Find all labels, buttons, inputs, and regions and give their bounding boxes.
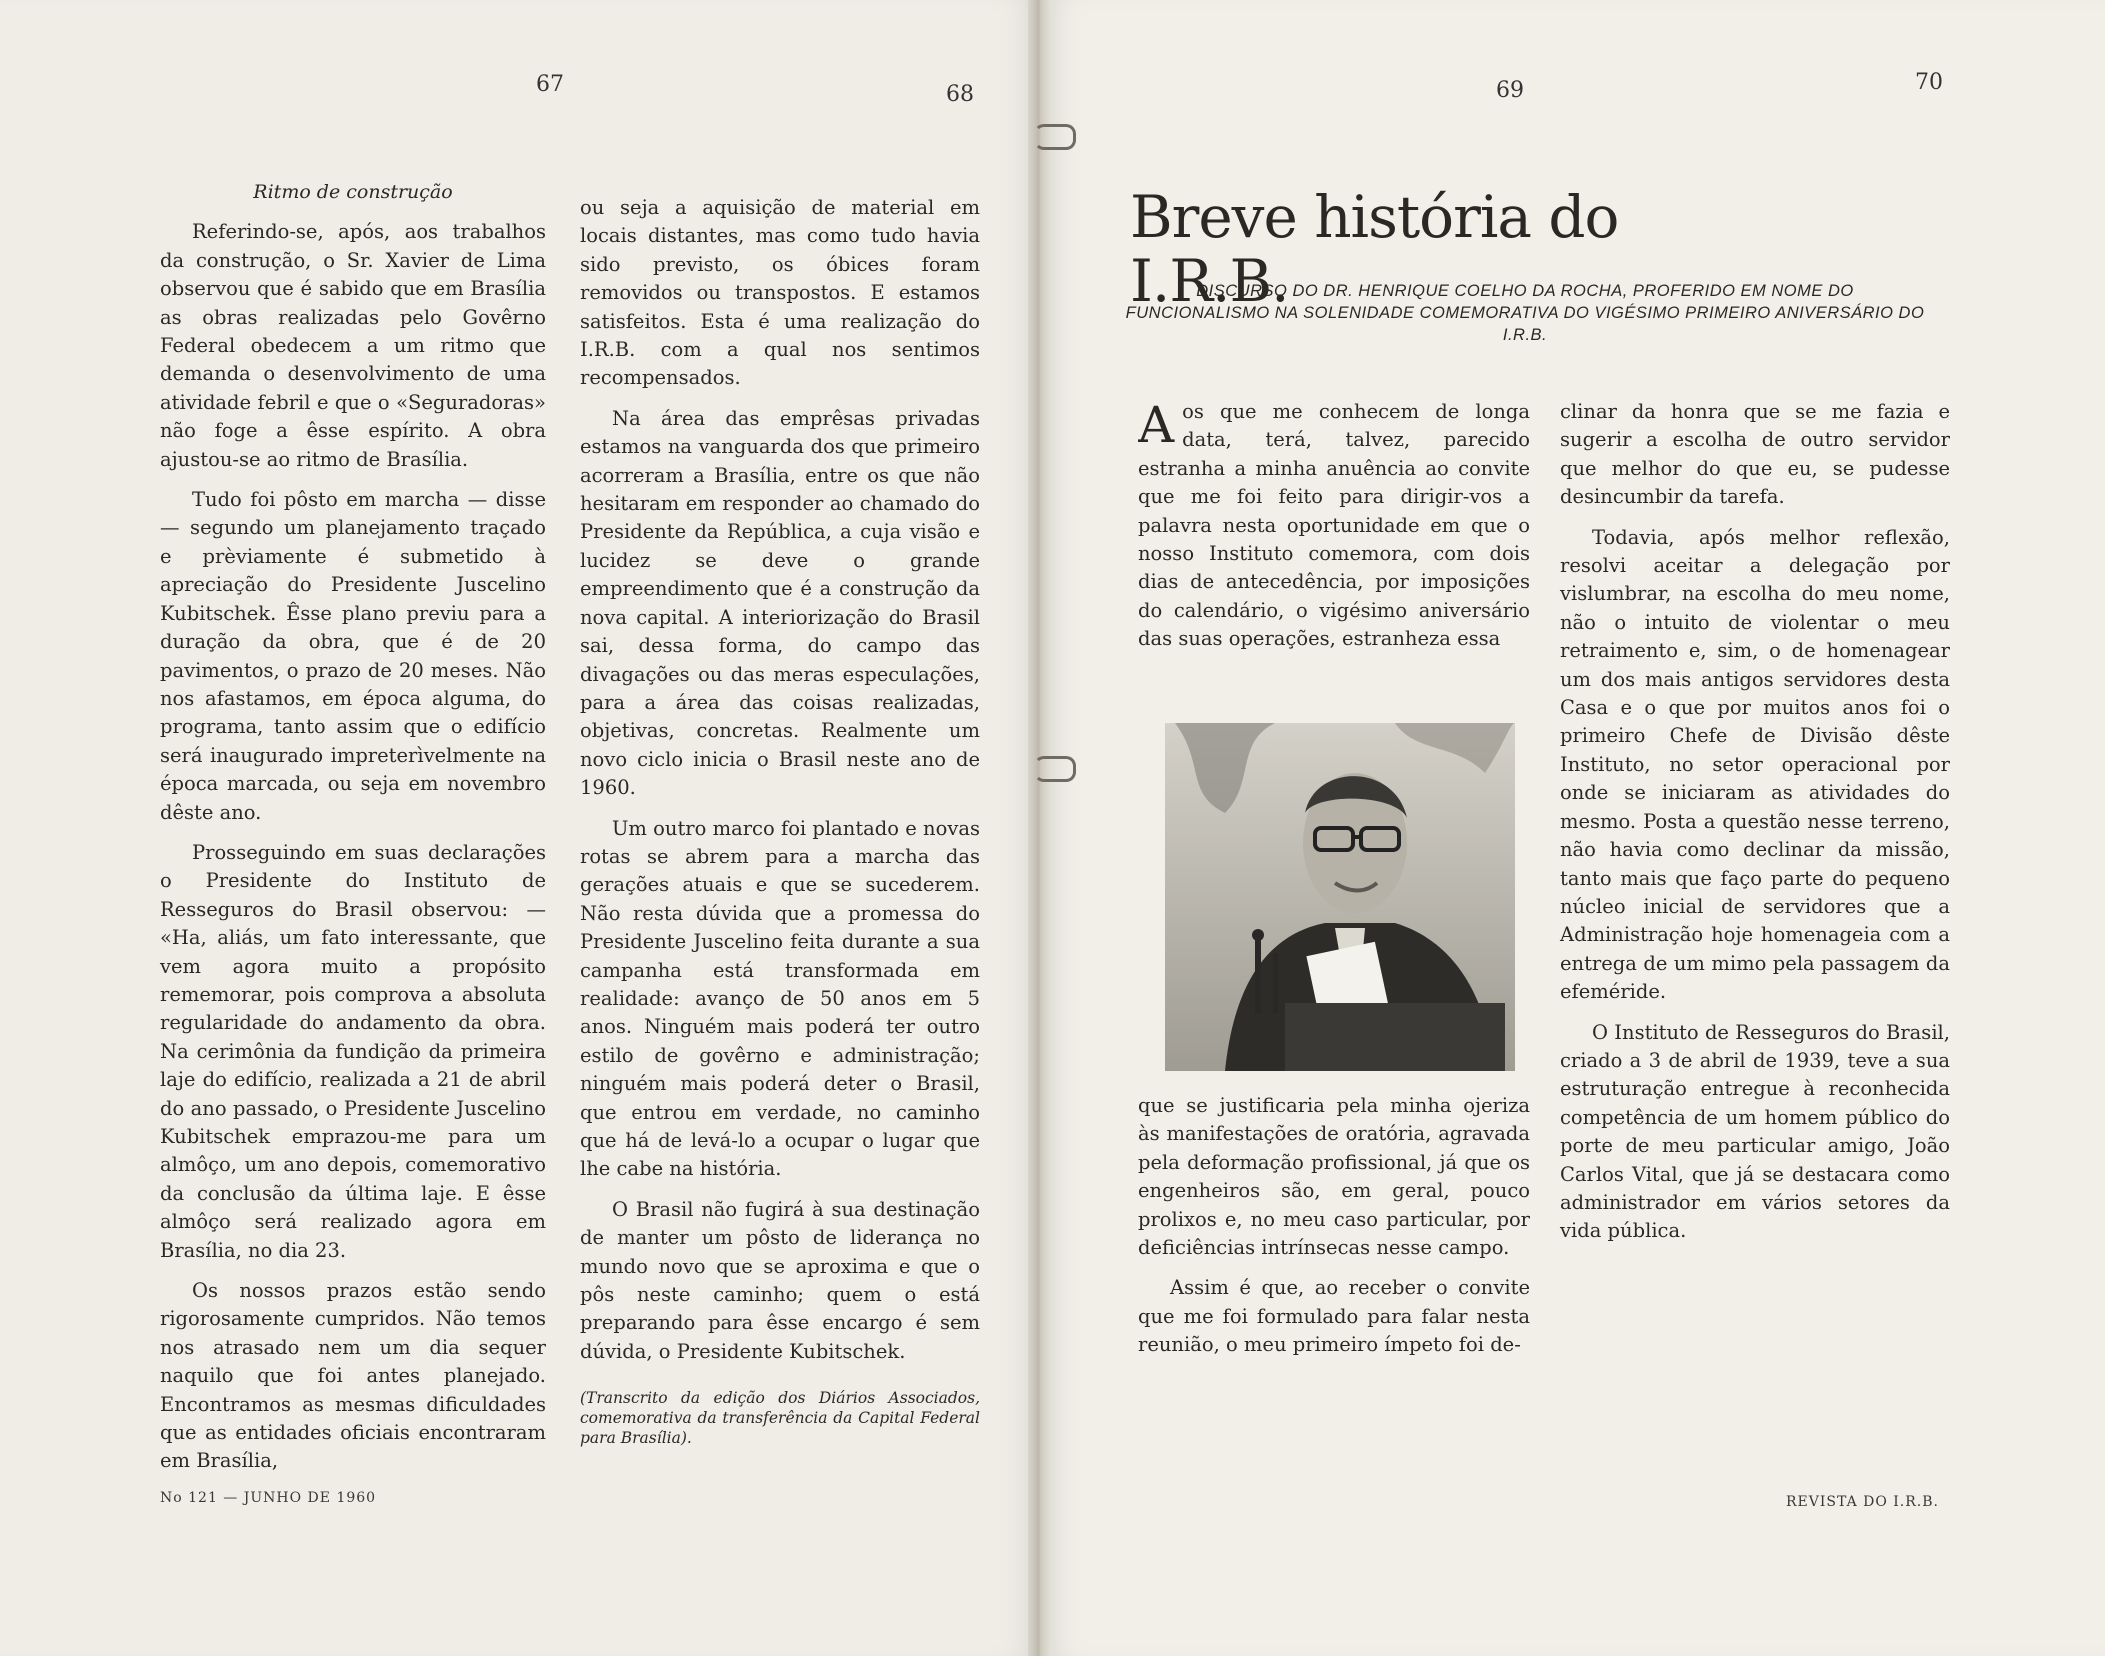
page-number-70: 70 (1915, 70, 1943, 95)
paragraph: O Instituto de Resseguros do Brasil, criado a 3 de abril de 1939, teve a sua estruturação entregue à reconhecida competência de um homem público do porte de meu particular amigo, João Carlos Vital, que já se destacara como administrador em vários setores da vida pública. (1560, 1020, 1950, 1243)
staple-top (1034, 124, 1076, 150)
opening-text: os que me conhecem de longa data, terá, talvez, parecido estranha a minha anuência ao convite que me foi feito para dirigir-vos a palavra nesta oportunidade em que o nosso Instituto comemora, com dois dias de antecedência, por imposições do calendário, o vigésimo aniversário das suas operações, estranheza essa (1138, 400, 1530, 651)
left-column-2 (580, 194, 980, 1460)
right-footer: REVISTA DO I.R.B. (1786, 1494, 1939, 1510)
book-gutter (1028, 0, 1052, 1656)
page-number-69: 69 (1496, 78, 1524, 103)
left-footer: No 121 — JUNHO DE 1960 (160, 1490, 377, 1506)
right-column-2 (1560, 398, 1950, 1258)
source-credit: (Transcrito da edição dos Diários Associados, comemorativa da transferência da Capital Federal para Brasília). (580, 1389, 980, 1448)
paragraph: Referindo-se, após, aos trabalhos da construção, o Sr. Xavier de Lima observou que é sabido que em Brasília as obras realizadas pelo Govêrno Federal obedecem a um ritmo que demanda o desenvolvimento de uma atividade febril e que o «Seguradoras» não foge a êsse espírito. A obra ajustou-se ao ritmo de Brasília. (160, 220, 546, 471)
paragraph: Tudo foi pôsto em marcha — disse — segundo um planejamento traçado e prèviamente é submetido à apreciação do Presidente Juscelino Kubitschek. Êsse plano previu para a duração da obra, que é de 20 pavimentos, o prazo de 20 meses. Não nos afastamos, em época alguma, do programa, tanto assim que o edifício será inaugurado impreterìvelmente na época marcada, ou seja em novembro dêste ano. (160, 488, 546, 824)
page-number-68: 68 (946, 82, 974, 107)
speaker-photo (1165, 723, 1515, 1071)
paragraph: ou seja a aquisição de material em locais distantes, mas como tudo havia sido previsto, os óbices foram removidos ou transpostos. E estamos satisfeitos. Esta é uma realização do I.R.B. com a qual nos sentimos recompensados. (580, 196, 980, 390)
left-column-1 (160, 178, 546, 1488)
paragraph: clinar da honra que se me fazia e sugerir a escolha de outro servidor que melhor do que eu, se pudesse desincumbir da tarefa. (1560, 400, 1950, 509)
right-column-1-bottom (1138, 1092, 1530, 1372)
left-page (0, 0, 1040, 1656)
paragraph: que se justificaria pela minha ojeriza às manifestações de oratória, agravada pela deformação profissional, já que os engenheiros são, em geral, pouco prolixos e, no meu caso particular, por deficiências intrínsecas nesse campo. (1138, 1094, 1530, 1260)
article-deck: DISCURSO DO DR. HENRIQUE COELHO DA ROCHA, PROFERIDO EM NOME DO FUNCIONALISMO NA SOLENIDADE COMEMORATIVA DO VIGÉSIMO PRIMEIRO ANIVERSÁRIO DO I.R.B. (1125, 282, 1925, 344)
section-subhead: Ritmo de construção (253, 181, 453, 203)
paragraph: Todavia, após melhor reflexão, resolvi aceitar a delegação por vislumbrar, na escolha do meu nome, não o intuito de violentar o meu retraimento e, sim, o de homenagear um dos mais antigos servidores desta Casa e o que por muitos anos foi o primeiro Chefe de Divisão dêste Instituto, no setor operacional por onde se iniciaram as atividades do mesmo. Posta a questão nesse terreno, não havia como declinar da missão, tanto mais que faço parte do pequeno núcleo inicial de servidores que a Administração hoje homenageia com a entrega de um mimo pela passagem da efeméride. (1560, 525, 1950, 1004)
paragraph: Um outro marco foi plantado e novas rotas se abrem para a marcha das gerações atuais e que se sucederem. Não resta dúvida que a promessa do Presidente Juscelino feita durante a sua campanha está transformada em realidade: avanço de 50 anos em 5 anos. Ninguém mais poderá ter outro estilo de govêrno e administração; ninguém mais poderá deter o Brasil, que entrou em verdade, no caminho que há de levá-lo a ocupar o lugar que lhe cabe na história. (580, 816, 980, 1181)
right-column-1-top (1138, 398, 1530, 703)
drop-cap: A (1138, 398, 1175, 454)
opening-paragraph (1138, 398, 1530, 654)
staple-bottom (1034, 756, 1076, 782)
article-title: Breve história do I.R.B. (1130, 183, 1619, 315)
paragraph: Os nossos prazos estão sendo rigorosamente cumpridos. Não temos nos atrasado nem um dia sequer naquilo que foi antes planejado. Encontramos as mesmas dificuldades que as entidades oficiais encontraram em Brasília, (160, 1279, 546, 1473)
paragraph: O Brasil não fugirá à sua destinação de manter um pôsto de liderança no mundo novo que se aproxima e que o pôs neste caminho; quem o está preparando para êsse encargo é sem dúvida, o Presidente Kubitschek. (580, 1197, 980, 1363)
paragraph: Na área das emprêsas privadas estamos na vanguarda dos que primeiro acorreram a Brasília, entre os que não hesitaram em responder ao chamado do Presidente da República, a cuja visão e lucidez se deve o grande empreendimento que é a construção da nova capital. A interiorização do Brasil sai, dessa forma, do campo das divagações ou das meras especulações, para a área das coisas realizadas, objetivas, concretas. Realmente um novo ciclo inicia o Brasil neste ano de 1960. (580, 406, 980, 800)
paragraph: Prosseguindo em suas declarações o Presidente do Instituto de Resseguros do Brasil observou: — «Ha, aliás, um fato interessante, que vem agora muito a propósito rememorar, pois comprova a absoluta regularidade do andamento da obra. Na cerimônia da fundição da primeira laje do edifício, realizada a 21 de abril do ano passado, o Presidente Juscelino Kubitschek emprazou-me para um almôço, um ano depois, comemorativo da conclusão da última laje. E êsse almôço será realizado agora em Brasília, no dia 23. (160, 840, 546, 1262)
page-number-67: 67 (536, 72, 564, 97)
paragraph: Assim é que, ao receber o convite que me foi formulado para falar nesta reunião, o meu primeiro ímpeto foi de- (1138, 1276, 1530, 1357)
